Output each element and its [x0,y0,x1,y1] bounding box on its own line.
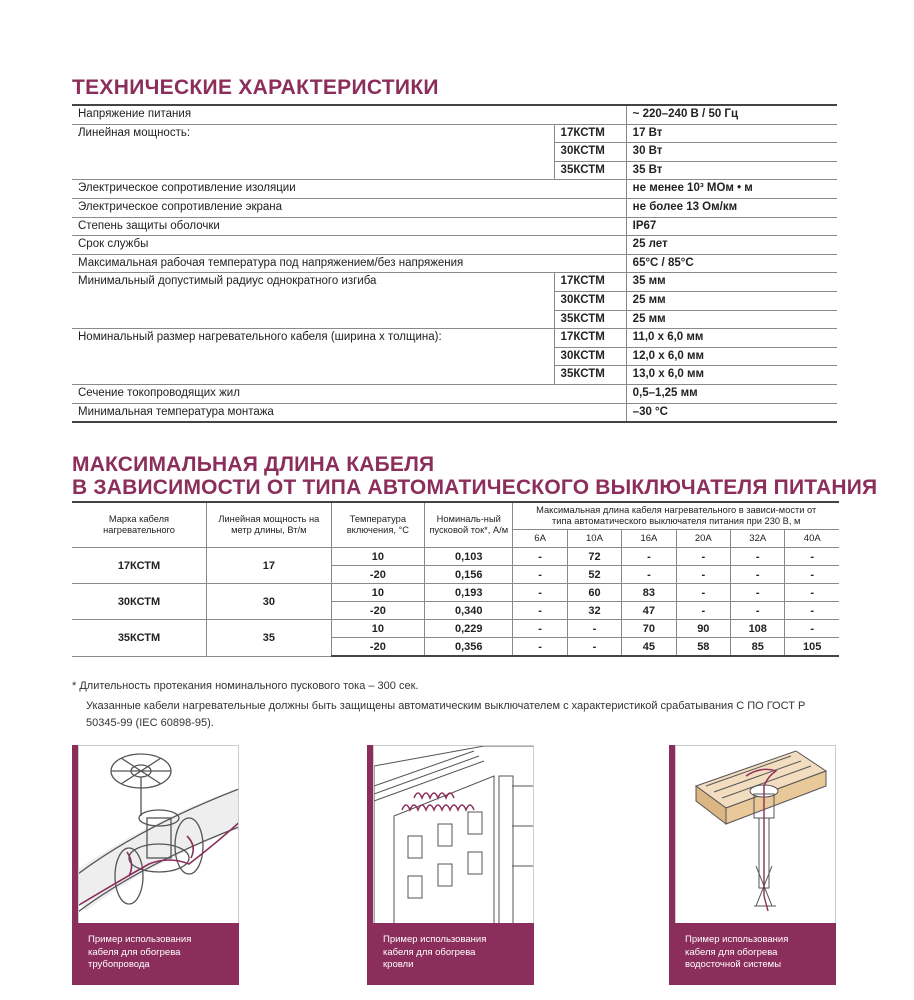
header-row [72,502,839,530]
length-cell: 105 [785,638,839,657]
spec-label: Срок службы [72,236,626,255]
length-cell: - [676,566,730,584]
power-cell: 30 [206,584,331,620]
length-cell: - [676,602,730,620]
card-caption-2 [373,923,534,985]
brand-cell: 30КСТМ [72,584,206,620]
length-title-line1: МАКСИМАЛЬНАЯ ДЛИНА КАБЕЛЯ [72,453,435,476]
length-cell: 58 [676,638,730,657]
spec-row [72,403,837,422]
length-cell: - [513,638,567,657]
spec-value: 13,0 х 6,0 мм [626,366,837,385]
length-cell: - [785,602,839,620]
length-cell: - [676,548,730,566]
spec-row [72,217,837,236]
spec-value: 65°С / 85°С [626,254,837,273]
spec-value: ~ 220–240 В / 50 Гц [626,105,837,124]
length-cell: 108 [731,620,785,638]
current-cell: 0,340 [425,602,513,620]
length-cell: - [622,566,676,584]
length-cell: 45 [622,638,676,657]
length-cell: 90 [676,620,730,638]
roof-building-illustration [373,745,534,925]
spec-model: 30КСТМ [554,143,626,162]
data-row [72,584,839,602]
length-cell: - [785,566,839,584]
spec-row [72,273,837,292]
header-brand: Марка кабеля нагревательного [72,502,206,548]
length-cell: - [731,602,785,620]
spec-label: Степень защиты оболочки [72,217,626,236]
spec-model: 17КСТМ [554,273,626,292]
length-cell: - [785,584,839,602]
spec-row [72,105,837,124]
caption-line: Пример использования [88,934,192,945]
caption-line: кровли [383,959,414,970]
length-cell: 47 [622,602,676,620]
brand-cell: 17КСТМ [72,548,206,584]
spec-label: Минимальная температура монтажа [72,403,626,422]
spec-label: Линейная мощность: [72,124,554,180]
length-cell: - [785,620,839,638]
temp-cell: -20 [331,638,424,657]
spec-row [72,236,837,255]
current-cell: 0,193 [425,584,513,602]
temp-cell: 10 [331,584,424,602]
current-cell: 0,156 [425,566,513,584]
length-cell: - [513,584,567,602]
length-cell: 32 [567,602,621,620]
length-cell: 83 [622,584,676,602]
spec-label: Электрическое сопротивление экрана [72,198,626,217]
caption-line: кабеля для обогрева [88,946,181,958]
length-cell: - [567,620,621,638]
header-current: Номиналь-ный пусковой ток*, А/м [425,502,513,548]
spec-row [72,254,837,273]
caption-line: Пример использования [685,934,789,945]
caption-line: трубопровода [88,959,150,970]
length-cell: - [785,548,839,566]
footnote-breaker: Указанные кабели нагревательные должны быть защищены автоматическим выключателем с характеристикой срабатывания С ПО ГОСТ Р 50345-99 (IEC 60898-95). [86,700,806,729]
card-caption-1 [78,923,239,985]
temp-cell: -20 [331,602,424,620]
footnote-current: * Длительность протекания номинального пускового тока – 300 сек. [72,680,419,692]
spec-value: не более 13 Ом/км [626,198,837,217]
spec-model: 17КСТМ [554,329,626,348]
length-cell: 60 [567,584,621,602]
spec-value: 12,0 х 6,0 мм [626,347,837,366]
length-cell: - [731,566,785,584]
spec-value: IP67 [626,217,837,236]
spec-row [72,384,837,403]
breaker-16А: 16А [622,530,676,548]
pipe-valve-illustration [78,745,239,925]
breaker-20А: 20А [676,530,730,548]
spec-label: Сечение токопроводящих жил [72,384,626,403]
spec-label: Минимальный допустимый радиус однократного изгиба [72,273,554,329]
temp-cell: 10 [331,548,424,566]
spec-model: 35КСТМ [554,161,626,180]
spec-value: 11,0 х 6,0 мм [626,329,837,348]
spec-row [72,198,837,217]
header-maxlen: Максимальная длина кабеля нагревательного в зависи-мости от типа автоматического выключателя питания при 230 В, м [513,502,839,530]
header-temp: Температура включения, °С [331,502,424,548]
length-cell: - [513,566,567,584]
current-cell: 0,356 [425,638,513,657]
current-cell: 0,229 [425,620,513,638]
spec-value: 30 Вт [626,143,837,162]
length-cell: - [513,620,567,638]
breaker-6А: 6А [513,530,567,548]
length-cell: - [567,638,621,657]
spec-value: 35 мм [626,273,837,292]
length-cell: - [513,602,567,620]
breaker-40А: 40А [785,530,839,548]
spec-model: 17КСТМ [554,124,626,143]
temp-cell: -20 [331,566,424,584]
length-title [72,453,877,499]
spec-row [72,124,837,143]
data-row [72,548,839,566]
spec-model: 35КСТМ [554,310,626,329]
length-cell: 72 [567,548,621,566]
spec-table [72,104,837,423]
length-title-line2: В ЗАВИСИМОСТИ ОТ ТИПА АВТОМАТИЧЕСКОГО ВЫКЛЮЧАТЕЛЯ ПИТАНИЯ [72,476,878,499]
length-cell: - [731,548,785,566]
spec-value: 25 мм [626,310,837,329]
card-pipe [78,745,239,985]
spec-value: –30 °С [626,403,837,422]
length-cell: 70 [622,620,676,638]
length-cell: 85 [731,638,785,657]
spec-row [72,180,837,199]
length-cell: - [513,548,567,566]
spec-value: 35 Вт [626,161,837,180]
spec-value: 25 лет [626,236,837,255]
spec-row [72,329,837,348]
data-row [72,620,839,638]
drain-funnel-illustration [675,745,836,925]
spec-label: Электрическое сопротивление изоляции [72,180,626,199]
card-roof [373,745,534,985]
length-cell: 52 [567,566,621,584]
current-cell: 0,103 [425,548,513,566]
breaker-32А: 32А [731,530,785,548]
caption-line: водосточной системы [685,959,782,970]
spec-value: не менее 10³ МОм • м [626,180,837,199]
caption-line: кабеля для обогрева [685,946,778,958]
caption-line: кабеля для обогрева [383,946,476,958]
header-power: Линейная мощность на метр длины, Вт/м [206,502,331,548]
spec-model: 30КСТМ [554,347,626,366]
length-cell: - [676,584,730,602]
spec-value: 25 мм [626,291,837,310]
power-cell: 17 [206,548,331,584]
spec-label: Напряжение питания [72,105,626,124]
caption-line: Пример использования [383,934,487,945]
spec-model: 30КСТМ [554,291,626,310]
power-cell: 35 [206,620,331,657]
card-drain [675,745,836,985]
spec-model: 35КСТМ [554,366,626,385]
spec-value: 0,5–1,25 мм [626,384,837,403]
length-cell: - [731,584,785,602]
breaker-10А: 10А [567,530,621,548]
card-caption-3 [675,923,836,985]
spec-title: ТЕХНИЧЕСКИЕ ХАРАКТЕРИСТИКИ [72,76,439,99]
length-cell: - [622,548,676,566]
length-table [72,501,839,657]
spec-label: Номинальный размер нагревательного кабеля (ширина х толщина): [72,329,554,385]
brand-cell: 35КСТМ [72,620,206,657]
spec-label: Максимальная рабочая температура под напряжением/без напряжения [72,254,626,273]
spec-value: 17 Вт [626,124,837,143]
temp-cell: 10 [331,620,424,638]
